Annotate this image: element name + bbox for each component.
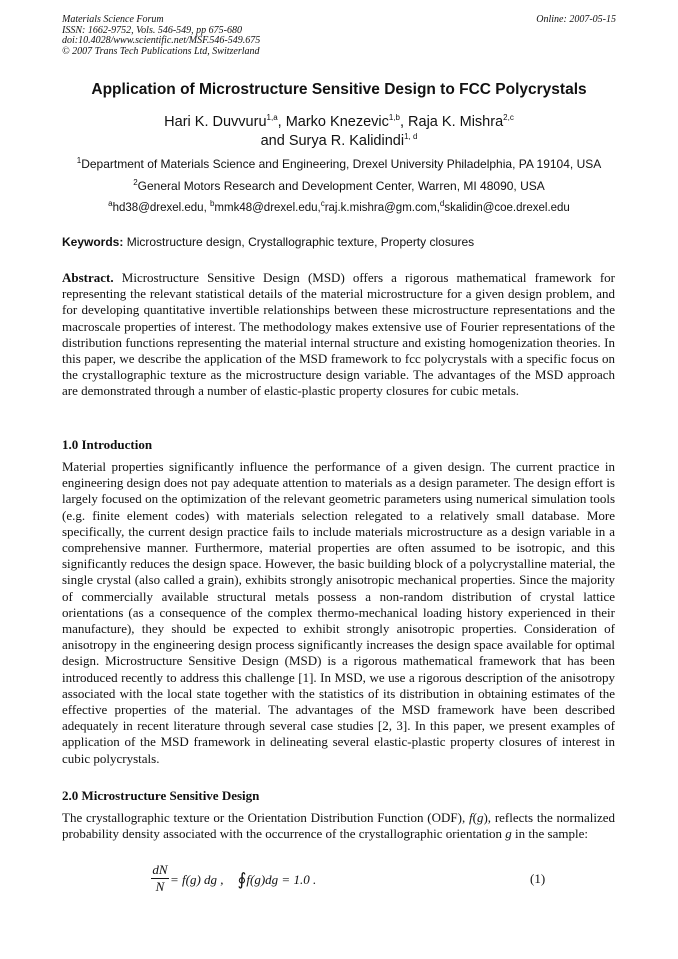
keywords-label: Keywords:: [62, 235, 124, 249]
author-list: [40, 113, 638, 151]
equation-fraction: [150, 862, 170, 895]
equation-1: [150, 862, 620, 902]
email-address: mmk48@drexel.edu,: [214, 202, 321, 214]
contour-integral-symbol: ∮: [237, 870, 247, 889]
author-separator: ,: [277, 114, 286, 130]
introduction-paragraph: Material properties significantly influence the performance of a given design. The current practice in engineering design does not pay adequate attention to materials as a design parameter. The design effort is largely focused on the optimization of the relevant geometric parameters using numerical simulation tools (e.g. finite element codes) with materials selection relegated to a relatively small database. More specifically, the current design practice fails to include materials microstructure as a design variable in a comprehensive manner. Furthermore, material properties are often assumed to be isotropic, and this significantly reduces the design space. However, the basic building block of a polycrystalline material, the single crystal (also called a grain), exhibits strongly anisotropic mechanical properties. Since the majority of commercially available structural metals possess a non-random distribution of crystal lattice orientations (as a consequence of the complex thermo-mechanical loading history experienced in their manufacture), they should be expected to exhibit strongly anisotropic properties. Consideration of anisotropy in the engineering design process significantly increases the design space available for optimal design. Microstructure Sensitive Design (MSD) is a rigorous mathematical framework that has been introduced recently to address this challenge [1]. In MSD, we use a rigorous description of the anisotropy associated with the local state together with the statistics of its distribution in obtaining estimates of the effective properties of the material. The advantages of the MSD framework have been described adequately in recent literature through several case studies [2, 3]. In this paper, we present examples of application of the MSD framework in delineating several elastic-plastic property closures of interest in cubic polycrystals.: [62, 459, 615, 766]
affiliation-2: [30, 179, 648, 193]
fraction-numerator: dN: [152, 862, 168, 877]
email-address: skalidin@coe.drexel.edu: [444, 202, 570, 214]
equation-number: (1): [530, 871, 546, 886]
affiliation-1: [30, 157, 648, 171]
keywords-text: Microstructure design, Crystallographic texture, Property closures: [123, 235, 475, 249]
journal-name: Materials Science Forum: [62, 14, 164, 25]
math-symbol: f: [469, 810, 473, 825]
email-mark: a: [108, 199, 113, 209]
affiliation-text: General Motors Research and Development Center, Warren, MI 48090, USA: [137, 179, 545, 193]
email-address: raj.k.mishra@gm.com,: [324, 202, 440, 214]
author-affiliation-mark: 1,b: [388, 113, 400, 123]
math-symbol: g: [505, 826, 512, 842]
abstract-label: Abstract.: [62, 270, 114, 285]
author-name: Raja K. Mishra: [408, 114, 504, 130]
author-name: Surya R. Kalidindi: [288, 133, 405, 149]
email-mark: b: [209, 199, 215, 209]
msd-text: ), reflects the normalized probability density associated with the occurrence of the crystallographic orientation: [62, 810, 616, 842]
paper-title: Application of Microstructure Sensitive Design to FCC Polycrystals: [91, 81, 587, 98]
email-mark: c: [320, 199, 325, 209]
journal-header: [62, 15, 260, 57]
online-date: Online: 2007-05-15: [536, 14, 616, 25]
keywords: [62, 235, 474, 249]
author-affiliation-mark: 2,c: [503, 113, 514, 123]
abstract-text: Microstructure Sensitive Design (MSD) offers a rigorous mathematical framework for representing the relevant statistical details of the material microstructure for a given design problem, and for developing quantitative invertible relationships between these microstructure representations and the macroscale properties of interest. The methodology makes extensive use of Fourier representations of the distribution functions representing the material internal structure and existing homogenization theories. In this paper, we describe the application of the MSD framework to fcc polycrystals with a specific focus on the crystallographic texture as the microstructure design variable. The advantages of the MSD approach are demonstrated through a number of elastic-plastic property closures for cubic metals.: [62, 270, 615, 399]
author-separator: ,: [399, 114, 409, 130]
journal-copyright: © 2007 Trans Tech Publications Ltd, Switzerland: [62, 45, 260, 57]
msd-text: The crystallographic texture or the Orientation Distribution Function (ODF),: [62, 810, 469, 825]
email-mark: d: [439, 199, 445, 209]
journal-doi: doi:10.4028/www.scientific.net/MSF.546-549.675: [62, 35, 261, 46]
equation-lhs: = f(g) dg ,: [170, 872, 224, 887]
affiliation-mark: 1: [76, 156, 82, 165]
section-heading-msd: 2.0 Microstructure Sensitive Design: [62, 788, 260, 803]
author-name: Marko Knezevic: [285, 114, 389, 130]
author-affiliation-mark: 1,a: [266, 113, 278, 123]
author-name: Hari K. Duvvuru: [164, 114, 267, 130]
email-address: hd38@drexel.edu,: [112, 202, 210, 214]
math-symbol: g: [476, 810, 484, 825]
affiliation-text: Department of Materials Science and Engineering, Drexel University Philadelphia, PA 19104, USA: [81, 157, 602, 171]
equation-rhs: f(g)dg = 1.0 .: [246, 872, 317, 887]
author-conjunction: and: [260, 133, 289, 149]
author-affiliation-mark: 1, d: [404, 132, 418, 142]
fraction-denominator: N: [155, 879, 165, 894]
section-heading-introduction: 1.0 Introduction: [62, 437, 153, 452]
equation-body: [170, 871, 316, 888]
affiliation-mark: 2: [133, 178, 138, 187]
abstract: [62, 270, 615, 400]
msd-paragraph: [62, 810, 615, 842]
email-list: [30, 201, 648, 215]
msd-text: (: [472, 810, 477, 825]
msd-text: in the sample:: [511, 826, 588, 842]
journal-issn: ISSN: 1662-9752, Vols. 546-549, pp 675-680: [62, 24, 242, 36]
